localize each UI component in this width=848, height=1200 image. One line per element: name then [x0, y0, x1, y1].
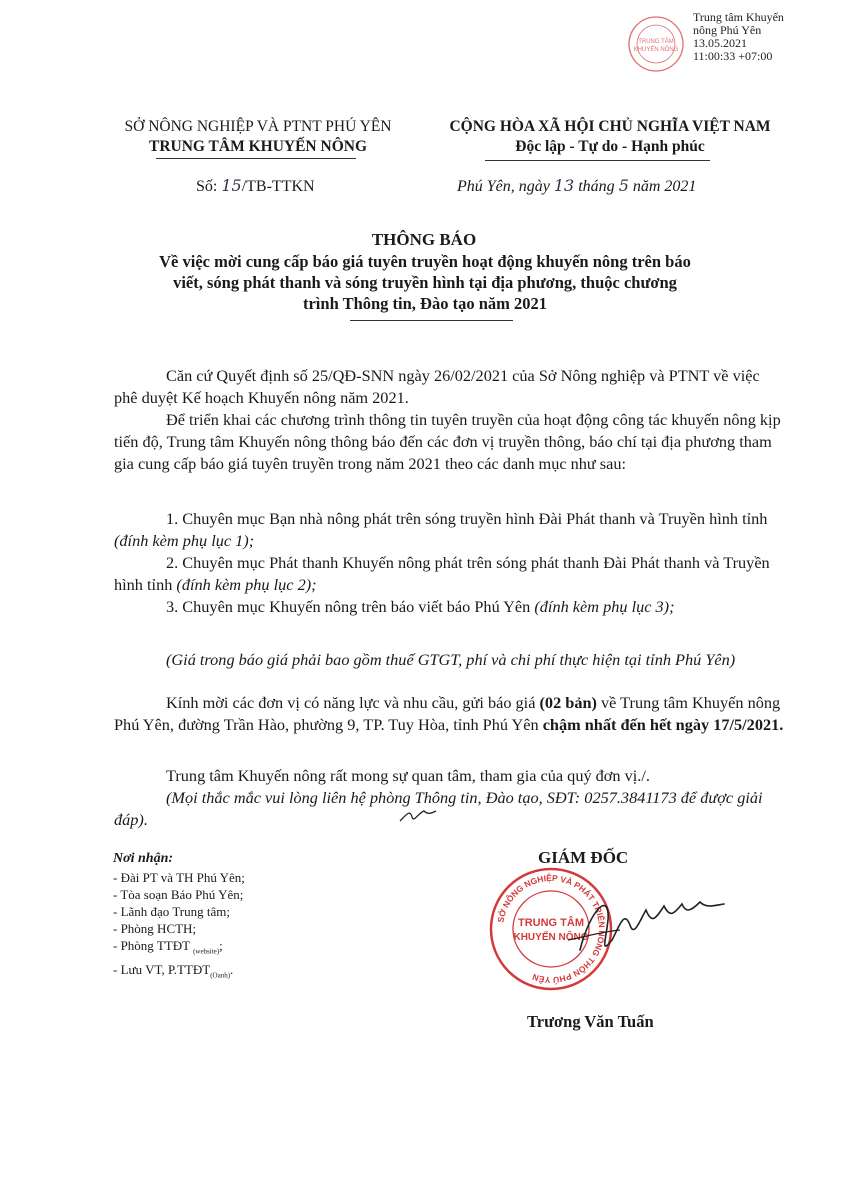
paragraph-contact: (Mọi thắc mắc vui lòng liên hệ phòng Thông tin, Đào tạo, SĐT: 0257.3841173 để được giải đáp). — [114, 788, 763, 829]
item3-note: (đính kèm phụ lục 3); — [534, 597, 675, 616]
recipient-end: . — [230, 961, 234, 977]
org-underline — [156, 158, 356, 159]
subject-line: Về việc mời cung cấp báo giá tuyên truyền hoạt động khuyến nông trên báo — [159, 252, 691, 271]
item3-text: 3. Chuyên mục Khuyến nông trên báo viết báo Phú Yên — [166, 597, 535, 616]
org-name: TRUNG TÂM KHUYẾN NÔNG — [148, 138, 367, 155]
docnum-suffix: /TB-TTKN — [241, 178, 315, 195]
item1-text: 1. Chuyên mục Bạn nhà nông phát trên sóng truyền hình Đài Phát thanh và Truyền hình tỉnh — [166, 509, 768, 528]
subject-line: viết, sóng phát thanh và sóng truyền hình tại địa phương, thuộc chương — [173, 273, 677, 292]
recipient-sub: (website) — [193, 947, 220, 956]
recipient-item — [113, 937, 343, 961]
list-item-3 — [114, 596, 784, 618]
paragraph-thanks: Trung tâm Khuyến nông rất mong sự quan tâm, tham gia của quý đơn vị./. — [166, 766, 650, 785]
recipient-item: - Tòa soạn Báo Phú Yên; — [113, 887, 244, 902]
document-subject — [75, 251, 775, 314]
digital-signature-text — [693, 11, 784, 63]
item2-text: 2. Chuyên mục Phát thanh Khuyến nông phát trên sóng phát thanh Đài Phát thanh và Truyền hình tỉnh — [114, 553, 770, 594]
date-suffix: năm 2021 — [628, 178, 697, 195]
digital-signature-seal — [626, 14, 686, 74]
country-name: CỘNG HÒA XÃ HỘI CHỦ NGHĨA VIỆT NAM — [449, 118, 771, 135]
signer-name: Trương Văn Tuấn — [527, 1012, 654, 1031]
invite-copies: (02 bản) — [539, 693, 597, 712]
date-prefix: Phú Yên, ngày — [457, 178, 554, 195]
date-month: 5 — [618, 176, 629, 195]
list-item-1 — [114, 508, 784, 552]
signer-title: GIÁM ĐỐC — [538, 848, 629, 867]
paragraph-legal-basis: Căn cứ Quyết định số 25/QĐ-SNN ngày 26/02/2021 của Sở Nông nghiệp và PTNT về việc phê duyệt Kế hoạch Khuyến nông năm 2021. — [114, 366, 760, 407]
recipient-item: - Phòng HCTH; — [113, 921, 197, 936]
motto: Độc lập - Tự do - Hạnh phúc — [515, 138, 705, 155]
invite-deadline: chậm nhất đến hết ngày 17/5/2021. — [542, 715, 784, 734]
org-parent: SỞ NÔNG NGHIỆP VÀ PTNT PHÚ YÊN — [124, 118, 392, 135]
item2-note: (đính kèm phụ lục 2); — [176, 575, 317, 594]
subject-line: trình Thông tin, Đào tạo năm 2021 — [302, 294, 548, 313]
svg-text:SỞ NÔNG NGHIỆP VÀ PHÁT TRIỂN N: SỞ NÔNG NGHIỆP VÀ PHÁT TRIỂN NÔNG THÔN PHÚ YÊN — [495, 872, 608, 986]
docnum-handwritten: 15 — [221, 176, 242, 195]
docnum-prefix: Số: — [196, 178, 222, 195]
item1-note: (đính kèm phụ lục 1); — [114, 531, 255, 550]
svg-text:TRUNG TÂM: TRUNG TÂM — [638, 39, 674, 45]
sig-line: nông Phú Yên — [693, 23, 762, 37]
sig-line: Trung tâm Khuyến — [693, 10, 784, 24]
recipient-main: - Phòng TTĐT — [113, 938, 194, 953]
motto-underline — [485, 160, 710, 161]
paragraph-purpose: Để triển khai các chương trình thông tin tuyên truyền của hoạt động công tác khuyến nông kịp tiến độ, Trung tâm Khuyến nông thông báo đến các đơn vị truyền thông, báo chí tại địa phương tham gia cung cấp báo giá tuyên truyền trong năm 2021 theo các danh mục như sau: — [114, 410, 781, 473]
document-date — [457, 176, 696, 196]
recipients-heading: Nơi nhận: — [113, 851, 174, 866]
sig-line: 13.05.2021 — [693, 36, 747, 50]
recipient-main: - Lưu VT, P.TTĐT — [113, 961, 211, 977]
document-number — [196, 176, 315, 196]
initial-mark — [398, 805, 438, 827]
recipient-item — [113, 961, 343, 985]
recipient-item: - Đài PT và TH Phú Yên; — [113, 870, 245, 885]
invite-address: về Trung tâm Khuyến nông Phú Yên, đường Trần Hào, phường 9, TP. Tuy Hòa, tỉnh Phú Yên — [114, 693, 781, 734]
recipient-end: ; — [219, 938, 223, 953]
date-day: 13 — [553, 176, 575, 195]
paragraph-invitation — [114, 692, 784, 736]
svg-text:KHUYẾN NÔNG: KHUYẾN NÔNG — [513, 932, 589, 943]
price-note: (Giá trong báo giá phải bao gồm thuế GTGT, phí và chi phí thực hiện tại tỉnh Phú Yên) — [166, 650, 736, 669]
list-item-2 — [114, 552, 784, 596]
header-organization — [98, 117, 418, 157]
invite-text: Kính mời các đơn vị có năng lực và nhu cầu, gửi báo giá — [166, 693, 540, 712]
document-title: THÔNG BÁO — [371, 230, 477, 249]
svg-text:KHUYẾN NÔNG: KHUYẾN NÔNG — [633, 47, 679, 53]
header-national — [420, 117, 800, 157]
recipients-list — [113, 850, 343, 984]
recipient-sub: (Oanh) — [210, 971, 231, 980]
recipient-item: - Lãnh đạo Trung tâm; — [113, 904, 230, 919]
date-mid: tháng — [574, 178, 619, 195]
subject-underline — [350, 320, 513, 321]
handwritten-signature — [560, 880, 730, 970]
svg-text:TRUNG TÂM: TRUNG TÂM — [518, 917, 584, 929]
sig-line: 11:00:33 +07:00 — [693, 49, 773, 63]
